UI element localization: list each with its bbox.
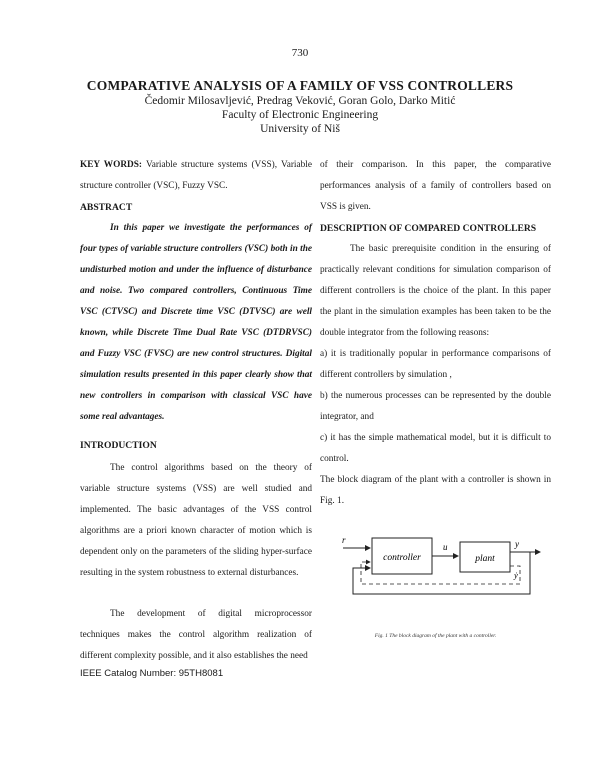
keywords-text: Variable structure systems (VSS), Variable structure controller (VSC), Fuzzy VSC.: [80, 160, 312, 191]
plant-label: plant: [475, 554, 495, 564]
paper-title: COMPARATIVE ANALYSIS OF A FAMILY OF VSS CONTROLLERS: [86, 78, 514, 93]
right-continuation: [320, 155, 551, 218]
reason-b-text: b) the numerous processes can be represented by the double integrator, and: [320, 391, 551, 422]
abstract-paragraph: In this paper we investigate the performances of four types of variable structure controllers (VSC) both in the undisturbed motion and under the influence of disturbance and noise. Two compared controllers, Continuous Time VSC (CTVSC) and Discrete time VSC (DTVSC) are well known, while Discrete Time Dual Rate VSC (DTDRVSC) and Fuzzy VSC (FVSC) are new control structures. Digital simulation results presented in this paper clearly show that new controllers in comparison with classical VSC have some real advantages.: [80, 223, 312, 422]
introduction-paragraph-2: [80, 604, 312, 667]
introduction-heading: INTRODUCTION: [80, 440, 157, 451]
continuation-text: of their comparison. In this paper, the comparative performances analysis of a family of controllers based on VSS is given.: [320, 160, 551, 212]
intro-para-1: The control algorithms based on the theory of variable structure systems (VSS) are well studied and implemented. The basic advantages of the VSS control algorithms are a priori known character of motion which is dependent only on the parameters of the sliding hyper-surface resulting in the system robustness to external disturbances.: [80, 463, 312, 578]
affiliation: Faculty of Electronic Engineering: [221, 109, 379, 121]
keywords-label: KEY WORDS:: [80, 160, 143, 170]
keywords: [80, 155, 312, 197]
y-label: y: [515, 539, 519, 549]
catalog-number: IEEE Catalog Number: 95TH8081: [80, 668, 224, 679]
figure-caption: Fig. 1 The block diagram of the plant with a controller.: [374, 633, 497, 639]
reason-c: [320, 428, 551, 470]
intro-para-2: The development of digital microprocessor techniques makes the control algorithm realization of different complexity possible, and it also establishes the need: [80, 609, 312, 661]
u-label: u: [443, 542, 448, 552]
block-diagram-text: The block diagram of the plant with a controller is shown in Fig. 1.: [320, 475, 551, 506]
description-para-1: The basic prerequisite condition in the ensuring of practically relevant conditions for simulation comparison of different controllers is the choice of the plant. In this paper the plant in the simulation examples has been taken to be the double integrator from the following reasons:: [320, 244, 551, 338]
abstract-text: [80, 218, 312, 428]
y-dot-label: ẏ: [514, 570, 518, 580]
y-dot-feedback-line: [361, 562, 520, 584]
reason-a: [320, 344, 551, 386]
controller-label: controller: [383, 553, 421, 563]
description-paragraph: [320, 239, 551, 344]
author-list: Čedomir Milosavljević, Predrag Veković, Goran Golo, Darko Mitić: [144, 95, 456, 107]
block-diagram-intro: [320, 470, 551, 512]
reason-b: [320, 386, 551, 428]
block-diagram-figure: [325, 528, 550, 628]
university: University of Niš: [260, 123, 340, 135]
y-feedback-line: [353, 552, 530, 594]
abstract-heading: ABSTRACT: [80, 202, 133, 213]
page-number: 730: [291, 47, 309, 59]
r-label: r: [342, 535, 346, 545]
description-heading: DESCRIPTION OF COMPARED CONTROLLERS: [320, 223, 537, 234]
reason-a-text: a) it is traditionally popular in performance comparisons of different controllers by simulation ,: [320, 349, 551, 380]
introduction-paragraph-1: [80, 458, 312, 584]
reason-c-text: c) it has the simple mathematical model, but it is difficult to control.: [320, 433, 551, 464]
